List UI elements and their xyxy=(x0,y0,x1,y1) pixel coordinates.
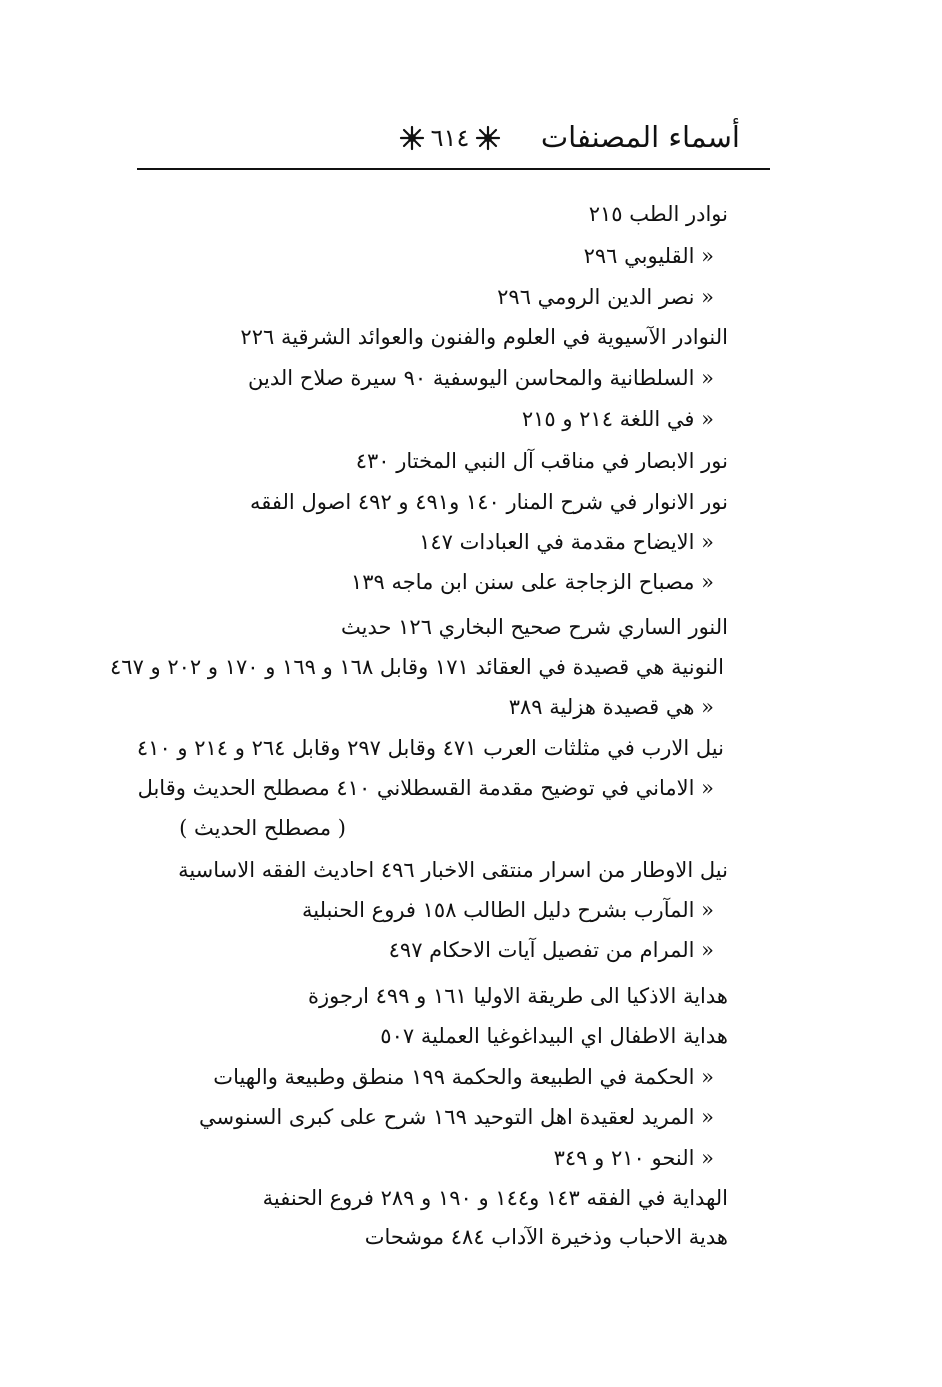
index-entry: نيل الارب في مثلثات العرب ٤٧١ وقابل ٢٩٧ وقابل ٢٦٤ و ٢١٤ و ٤١٠ xyxy=(136,736,724,760)
index-entry-continuation: ( مصطلح الحديث ) xyxy=(179,816,346,840)
index-entry: النور الساري شرح صحيح البخاري ١٢٦ حديث xyxy=(341,615,728,639)
index-entry: « في اللغة ٢١٤ و ٢١٥ xyxy=(521,407,714,431)
running-title: أسماء المصنفات xyxy=(540,120,740,154)
index-entry: « السلطانية والمحاسن اليوسفية ٩٠ سيرة صلاح الدين xyxy=(248,366,714,390)
index-entry: الهداية في الفقه ١٤٣ و١٤٤ و ١٩٠ و ٢٨٩ فروع الحنفية xyxy=(262,1186,728,1210)
index-entry: « القليوبي ٢٩٦ xyxy=(583,244,714,268)
index-entry: « الايضاح مقدمة في العبادات ١٤٧ xyxy=(419,530,714,554)
index-entry: « المريد لعقيدة اهل التوحيد ١٦٩ شرح على كبرى السنوسي xyxy=(198,1105,714,1129)
index-entry: « النحو ٢١٠ و ٣٤٩ xyxy=(553,1146,714,1170)
index-entry: « هي قصيدة هزلية ٣٨٩ xyxy=(508,695,714,719)
index-entry: « المرام من تفصيل آيات الاحكام ٤٩٧ xyxy=(388,938,714,962)
index-entry: « مصباح الزجاجة على سنن ابن ماجه ١٣٩ xyxy=(350,570,714,594)
index-entry: « الاماني في توضيح مقدمة القسطلاني ٤١٠ مصطلح الحديث وقابل xyxy=(137,776,714,800)
index-entry: « نصر الدين الرومي ٢٩٦ xyxy=(497,285,714,309)
index-entry: نور الانوار في شرح المنار ١٤٠ و٤٩١ و ٤٩٢ اصول الفقه xyxy=(250,490,728,514)
index-entry: « المآرب بشرح دليل الطالب ١٥٨ فروع الحنبلية xyxy=(301,898,714,922)
page-number: ٦١٤ xyxy=(430,124,470,152)
index-entry: نيل الاوطار من اسرار منتقى الاخبار ٤٩٦ احاديث الفقه الاساسية xyxy=(178,858,728,882)
index-entry: النونية هي قصيدة في العقائد ١٧١ وقابل ١٦٨ و ١٦٩ و ١٧٠ و ٢٠٢ و ٤٦٧ xyxy=(110,655,724,679)
index-entry: « الحكمة في الطبيعة والحكمة ١٩٩ منطق وطبيعة والهيات xyxy=(213,1065,714,1089)
index-entry: النوادر الآسيوية في العلوم والفنون والعوائد الشرقية ٢٢٦ xyxy=(240,325,728,349)
index-entry: نور الابصار في مناقب آل النبي المختار ٤٣٠ xyxy=(355,449,728,473)
index-entry: هدية الاحباب وذخيرة الآداب ٤٨٤ موشحات xyxy=(364,1225,728,1249)
index-entry: هداية الاذكيا الى طريقة الاوليا ١٦١ و ٤٩٩ ارجوزة xyxy=(308,984,728,1008)
index-entry: نوادر الطب ٢١٥ xyxy=(588,202,728,226)
index-entry: هداية الاطفال اي البيداغوغيا العملية ٥٠٧ xyxy=(380,1024,728,1048)
